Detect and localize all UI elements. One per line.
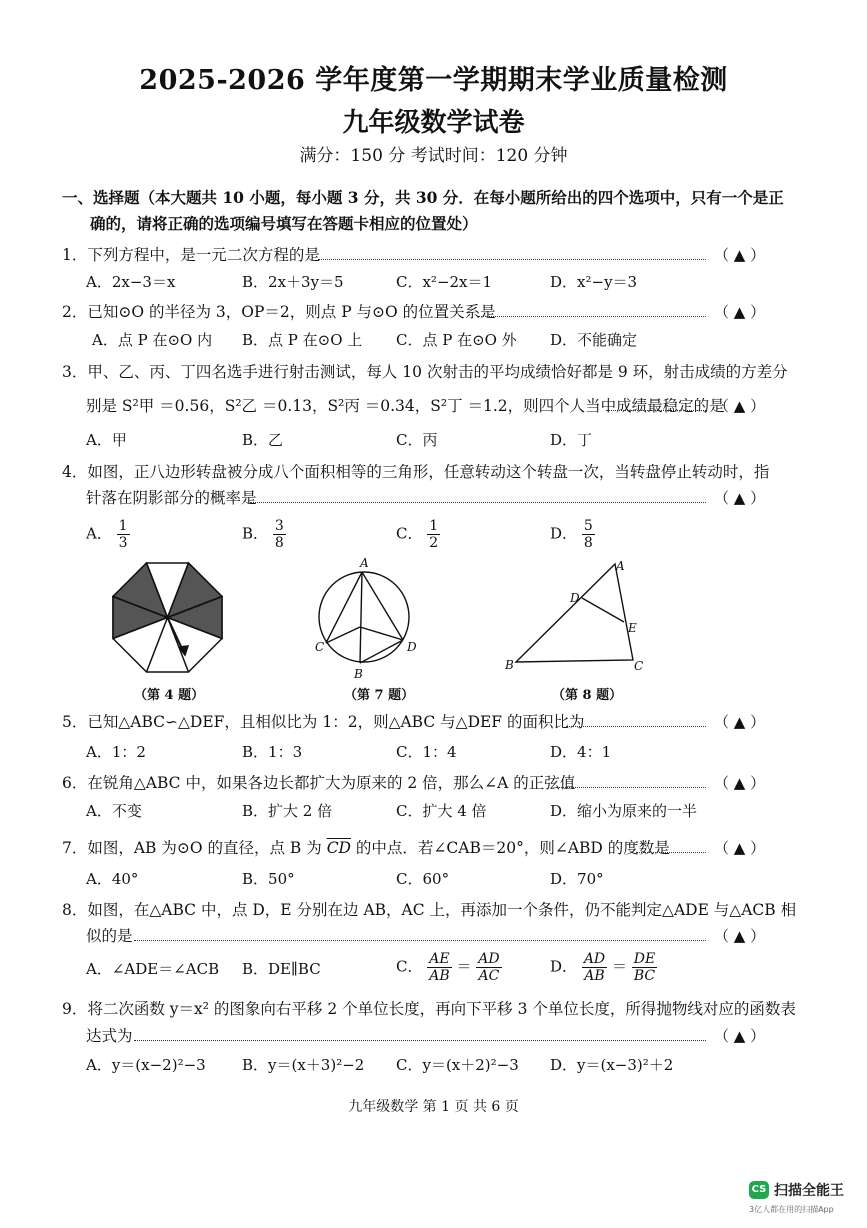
option-label: D． xyxy=(550,524,578,543)
label-d: D xyxy=(407,640,417,654)
option-label: C． xyxy=(396,957,423,976)
q5-option-a: A．1：2 xyxy=(86,743,146,761)
q7-option-c: C．60° xyxy=(396,870,450,888)
q4-option-d xyxy=(550,518,595,551)
denominator: 3 xyxy=(118,535,128,551)
leader-dots xyxy=(606,410,706,411)
q2-option-d: D．不能确定 xyxy=(550,331,638,349)
section-heading-line2: 确的，请将正确的选项编号填写在答题卡相应的位置处） xyxy=(90,214,478,233)
denominator: AB xyxy=(584,968,605,984)
q1-answer-mark: （ ▲ ） xyxy=(714,246,766,264)
q3-option-c: C．丙 xyxy=(396,431,438,449)
q4-stem: 4．如图，正八边形转盘被分成八个面积相等的三角形，任意转动这个转盘一次，当转盘停止转动时，指 xyxy=(62,463,770,481)
q5-answer-mark: （ ▲ ） xyxy=(714,713,766,731)
fraction xyxy=(427,951,451,984)
numerator: DE xyxy=(633,951,656,967)
q8-stem: 8．如图，在△ABC 中，点 D，E 分别在边 AB，AC 上，再添加一个条件，仍不能判定△ADE 与△ACB 相 xyxy=(62,901,797,919)
q4-stem-line2: 针落在阴影部分的概率是 xyxy=(86,489,257,507)
q9-option-b: B．y＝(x＋3)²−2 xyxy=(242,1056,365,1074)
stem-part: 的中点．若∠CAB＝20°，则∠ABD 的度数是 xyxy=(355,839,670,857)
exam-title: 2025-2026 学年度第一学期期末学业质量检测 xyxy=(139,65,728,96)
fig8-caption: （第 8 题） xyxy=(552,688,623,703)
numerator: 1 xyxy=(429,518,439,534)
numerator: AE xyxy=(429,951,450,967)
q7-option-b: B．50° xyxy=(242,870,295,888)
exam-info: 满分：150 分 考试时间：120 分钟 xyxy=(299,146,568,166)
q1-option-d: D．x²−y＝3 xyxy=(550,273,638,291)
numerator: 3 xyxy=(274,518,284,534)
fraction xyxy=(273,518,286,551)
equals-sign: ＝ xyxy=(611,957,627,976)
q5-option-c: C．1：4 xyxy=(396,743,457,761)
denominator: 8 xyxy=(583,535,593,551)
fraction xyxy=(476,951,501,984)
fig8-triangle-diagram xyxy=(500,556,660,674)
q8-option-d xyxy=(550,951,657,984)
label-a: A xyxy=(360,556,369,570)
q8-option-a: A．∠ADE＝∠ACB xyxy=(86,960,220,978)
q4-option-c xyxy=(396,518,440,551)
q1-option-b: B．2x＋3y＝5 xyxy=(242,273,344,291)
label-c: C xyxy=(315,640,325,654)
option-label: D． xyxy=(550,957,578,976)
leader-dots xyxy=(134,940,706,941)
q1-option-c: C．x²−2x＝1 xyxy=(396,273,493,291)
q8-answer-mark: （ ▲ ） xyxy=(714,927,766,945)
q4-option-b xyxy=(242,518,286,551)
denominator: 8 xyxy=(274,535,284,551)
denominator: BC xyxy=(633,968,656,984)
numerator: AD xyxy=(478,951,500,967)
numerator: AD xyxy=(583,951,606,967)
leader-dots xyxy=(478,316,706,317)
q1-stem: 1．下列方程中，是一元二次方程的是 xyxy=(62,246,320,264)
q3-stem: 3．甲、乙、丙、丁四名选手进行射击测试，每人 10 次射击的平均成绩恰好都是 9 环，射击成绩的方差分 xyxy=(62,363,788,381)
q1-option-a: A．2x−3＝x xyxy=(86,273,176,291)
fig4-caption: （第 4 题） xyxy=(134,688,205,703)
option-label: B． xyxy=(242,524,269,543)
q6-option-d: D．缩小为原来的一半 xyxy=(550,802,698,820)
denominator: 2 xyxy=(429,535,439,551)
q8-stem-line2: 似的是 xyxy=(86,927,133,945)
label-b: B xyxy=(505,658,514,672)
q2-option-a: A．点 P 在⊙O 内 xyxy=(92,331,213,349)
q3-answer-mark: （ ▲ ） xyxy=(714,397,766,415)
option-label: C． xyxy=(396,524,423,543)
leader-dots xyxy=(556,787,706,788)
q9-option-a: A．y＝(x−2)²−3 xyxy=(86,1056,206,1074)
q7-option-a: A．40° xyxy=(86,870,139,888)
denominator: AC xyxy=(478,968,500,984)
exam-subtitle: 九年级数学试卷 xyxy=(342,108,525,138)
fraction xyxy=(427,518,440,551)
q9-answer-mark: （ ▲ ） xyxy=(714,1027,766,1045)
q6-stem: 6．在锐角△ABC 中，如果各边长都扩大为原来的 2 倍，那么∠A 的正弦值 xyxy=(62,774,576,792)
q2-option-c: C．点 P 在⊙O 外 xyxy=(396,331,517,349)
option-label: A． xyxy=(86,524,112,543)
leader-dots xyxy=(566,726,706,727)
leader-dots xyxy=(134,1040,706,1041)
q5-option-d: D．4：1 xyxy=(550,743,612,761)
q3-option-a: A．甲 xyxy=(86,431,127,449)
camscanner-name: 扫描全能王 xyxy=(774,1183,844,1199)
label-c: C xyxy=(634,659,644,673)
fraction xyxy=(117,518,130,551)
fig7-caption: （第 7 题） xyxy=(344,688,415,703)
numerator: 5 xyxy=(583,518,593,534)
q6-option-c: C．扩大 4 倍 xyxy=(396,802,487,820)
fig7-circle-diagram xyxy=(300,555,435,685)
q9-stem-line2: 达式为 xyxy=(86,1027,133,1045)
q9-option-c: C．y＝(x＋2)²−3 xyxy=(396,1056,519,1074)
q5-stem: 5．已知△ABC∽△DEF，且相似比为 1：2，则△ABC 与△DEF 的面积比为 xyxy=(62,713,585,731)
stem-part: 7．如图，AB 为⊙O 的直径，点 B 为 xyxy=(62,839,322,857)
label-a: A xyxy=(616,559,625,573)
q2-option-b: B．点 P 在⊙O 上 xyxy=(242,331,363,349)
q7-stem xyxy=(62,838,670,858)
q7-answer-mark: （ ▲ ） xyxy=(714,839,766,857)
leader-dots xyxy=(318,259,706,260)
q2-stem: 2．已知⊙O 的半径为 3，OP＝2，则点 P 与⊙O 的位置关系是 xyxy=(62,303,496,321)
q9-option-d: D．y＝(x−3)²＋2 xyxy=(550,1056,674,1074)
camscanner-tagline: 3亿人都在用的扫描App xyxy=(749,1205,834,1214)
q4-option-a xyxy=(86,518,130,551)
page-footer: 九年级数学 第 1 页 共 6 页 xyxy=(348,1099,519,1115)
equals-sign: ＝ xyxy=(456,957,472,976)
q6-option-a: A．不变 xyxy=(86,802,142,820)
fraction xyxy=(632,951,657,984)
q3-stem-line2: 别是 S²甲 ＝0.56，S²乙 ＝0.13，S²丙 ＝0.34，S²丁 ＝1.2，则四个人当中成绩最稳定的是 xyxy=(86,397,725,415)
denominator: AB xyxy=(429,968,450,984)
leader-dots xyxy=(636,852,706,853)
q4-answer-mark: （ ▲ ） xyxy=(714,489,766,507)
q5-option-b: B．1：3 xyxy=(242,743,303,761)
q7-option-d: D．70° xyxy=(550,870,604,888)
fraction xyxy=(582,951,607,984)
fig4-octagon-spinner xyxy=(110,560,225,675)
q9-stem: 9．将二次函数 y＝x² 的图象向右平移 2 个单位长度，再向下平移 3 个单位长度，所得抛物线对应的函数表 xyxy=(62,1000,796,1018)
leader-dots xyxy=(250,502,706,503)
label-b: B xyxy=(354,667,363,681)
q3-option-d: D．丁 xyxy=(550,431,593,449)
q6-answer-mark: （ ▲ ） xyxy=(714,774,766,792)
q6-option-b: B．扩大 2 倍 xyxy=(242,802,333,820)
section-heading-line1: 一、选择题（本大题共 10 小题，每小题 3 分，共 30 分．在每小题所给出的四个选项中，只有一个是正 xyxy=(62,188,784,207)
label-e: E xyxy=(628,621,637,635)
fraction xyxy=(582,518,595,551)
q8-option-b: B．DE∥BC xyxy=(242,960,321,978)
numerator: 1 xyxy=(118,518,128,534)
q2-answer-mark: （ ▲ ） xyxy=(714,303,766,321)
arc-cd: $\overline{CD}$ xyxy=(326,839,351,857)
camscanner-logo-icon: CS xyxy=(749,1181,769,1199)
label-d: D xyxy=(570,591,580,605)
q3-option-b: B．乙 xyxy=(242,431,284,449)
q8-option-c xyxy=(396,951,502,984)
